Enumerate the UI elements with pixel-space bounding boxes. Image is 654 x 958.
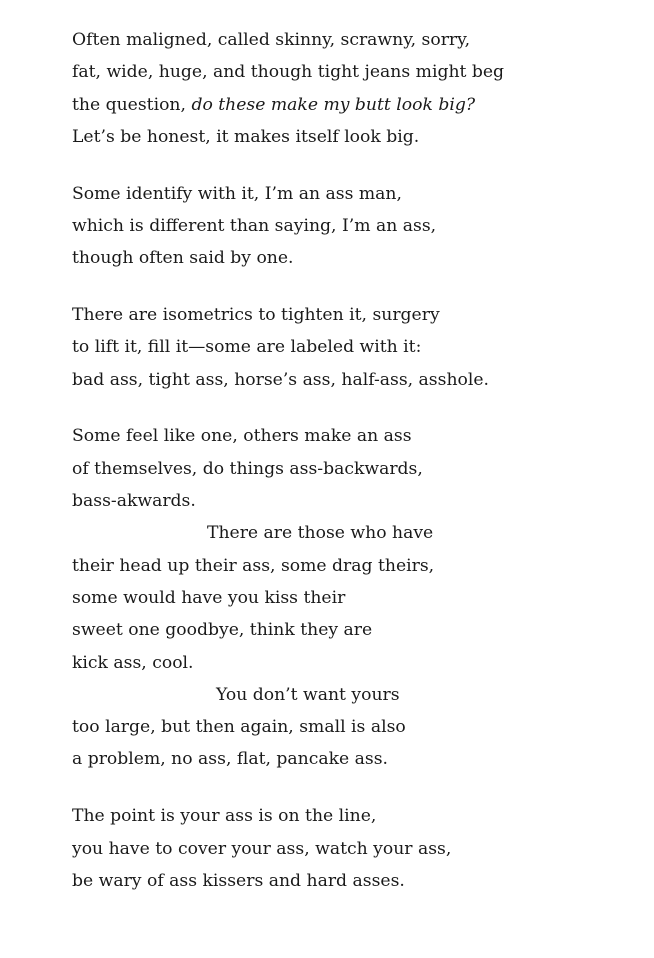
poem-line: Some feel like one, others make an ass xyxy=(72,426,412,447)
poem-line: The point is your ass is on the line, xyxy=(72,806,377,827)
poem-line xyxy=(72,89,632,121)
poem-line: There are isometrics to tighten it, surgery xyxy=(72,305,440,326)
poem-line: a problem, no ass, flat, pancake ass. xyxy=(72,749,389,770)
stanza-2 xyxy=(72,178,632,275)
stanza-4 xyxy=(72,420,632,775)
poem-line: Some identify with it, I’m an ass man, xyxy=(72,183,402,204)
poem-line: bass-akwards. xyxy=(72,491,196,512)
poem-line: you have to cover your ass, watch your ass, xyxy=(72,838,452,859)
poem-line: too large, but then again, small is also xyxy=(72,717,406,738)
poem-line: sweet one goodbye, think they are xyxy=(72,620,373,641)
poem xyxy=(72,24,632,922)
poem-line: of themselves, do things ass-backwards, xyxy=(72,458,423,479)
poem-line: be wary of ass kissers and hard asses. xyxy=(72,870,405,891)
stanza-5 xyxy=(72,800,632,897)
poem-line: some would have you kiss their xyxy=(72,587,346,608)
poem-line: Let’s be honest, it makes itself look big. xyxy=(72,126,420,147)
stanza-3 xyxy=(72,299,632,396)
poem-line: Often maligned, called skinny, scrawny, sorry, xyxy=(72,30,471,50)
poem-line-italic-question: do these make my butt look big? xyxy=(191,94,476,115)
poem-line: bad ass, tight ass, horse’s ass, half-ass, asshole. xyxy=(72,369,489,390)
poem-line: their head up their ass, some drag theirs, xyxy=(72,555,435,576)
poem-line: though often said by one. xyxy=(72,248,294,269)
poem-line: fat, wide, huge, and though tight jeans might beg xyxy=(72,62,505,83)
stanza-1 xyxy=(72,24,632,153)
poem-line-dropped: You don’t want yours xyxy=(216,684,400,705)
poem-line: which is different than saying, I’m an ass, xyxy=(72,215,437,236)
poem-line-dropped: There are those who have xyxy=(207,523,434,544)
poem-line: to lift it, fill it—some are labeled with it: xyxy=(72,337,422,358)
poem-line: kick ass, cool. xyxy=(72,652,194,673)
poem-line-lead: the question, xyxy=(72,94,192,115)
